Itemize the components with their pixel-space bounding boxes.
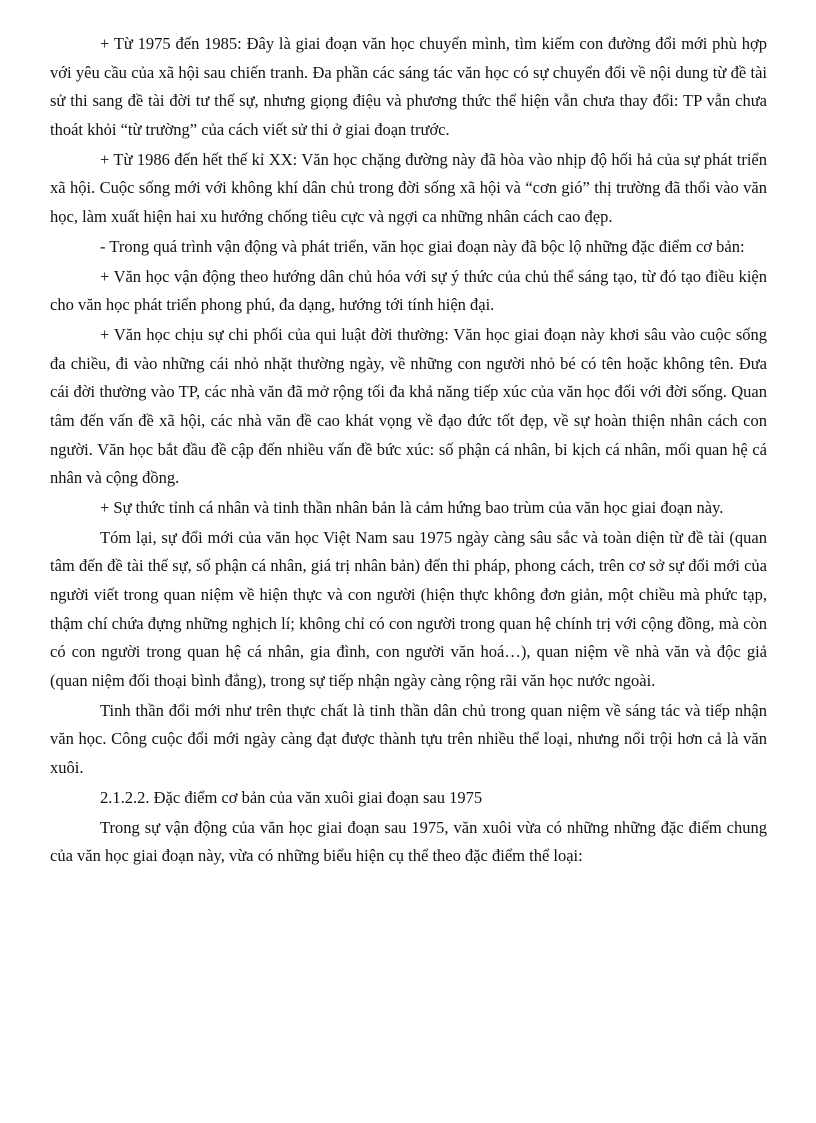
paragraph-democratization: + Văn học vận động theo hướng dân chủ hóa với sự ý thức của chủ thể sáng tạo, từ đó tạo điều kiện cho văn học phát triển phong phú, đa dạng, hướng tới tính hiện đại. [50, 266, 767, 315]
paragraph-individual-awakening: + Sự thức tỉnh cá nhân và tinh thần nhân bản là cảm hứng bao trùm của văn học giai đoạn này. [100, 497, 724, 517]
paragraph-summary: Tóm lại, sự đổi mới của văn học Việt Nam sau 1975 ngày càng sâu sắc và toàn diện từ đề tài (quan tâm đến đề tài thế sự, số phận cá nhân, giá trị nhân bản) đến thi pháp, phong cách, trên cơ sở sự đổi mới của người viết trong quan niệm về hiện thực và con người (hiện thực không đơn giản, một chiều mà phức tạp, thậm chí chứa đựng những nghịch lí; không chỉ có con người trong quan hệ chính trị với cộng đồng, mà còn có con người trong quan hệ cá nhân, gia đình, con người văn hoá…), quan niệm về nhà văn và độc giả (quan niệm đối thoại bình đẳng), trong sự tiếp nhận ngày càng rộng rãi văn học nước ngoài. [50, 527, 767, 690]
paragraph-prose-features: Trong sự vận động của văn học giai đoạn sau 1975, văn xuôi vừa có những những đặc điểm chung của văn học giai đoạn này, vừa có những biểu hiện cụ thể theo đặc điểm thể loại: [50, 817, 767, 866]
paragraph-everyday-life: + Văn học chịu sự chi phối của qui luật đời thường: Văn học giai đoạn này khơi sâu vào cuộc sống đa chiều, đi vào những cái nhỏ nhặt thường ngày, về những con người nhỏ bé có tên hoặc không tên. Đưa cái đời thường vào TP, các nhà văn đã mở rộng tối đa khả năng tiếp xúc của văn học đối với đời sống. Quan tâm đến vấn đề xã hội, các nhà văn đề cao khát vọng về đạo đức tốt đẹp, về sự hoàn thiện nhân cách con người. Văn học bắt đầu đề cập đến nhiều vấn đề bức xúc: số phận cá nhân, bi kịch cá nhân, mối quan hệ cá nhân và cộng đồng. [50, 325, 767, 488]
document-page [50, 30, 767, 872]
paragraph-1986-end-century: + Từ 1986 đến hết thế kỉ XX: Văn học chặng đường này đã hòa vào nhịp độ hối hả của sự phát triển xã hội. Cuộc sống mới với không khí dân chủ trong đời sống xã hội và “cơn gió” thị trường đã thổi vào văn học, làm xuất hiện hai xu hướng chống tiêu cực và ngợi ca những nhân cách cao đẹp. [50, 149, 767, 226]
section-heading-2-1-2-2: 2.1.2.2. Đặc điểm cơ bản của văn xuôi giai đoạn sau 1975 [100, 787, 483, 807]
paragraph-spirit-of-renewal: Tinh thần đổi mới như trên thực chất là tinh thần dân chủ trong quan niệm về sáng tác và tiếp nhận văn học. Công cuộc đổi mới ngày càng đạt được thành tựu trên nhiều thể loại, nhưng nổi trội hơn cả là văn xuôi. [50, 700, 767, 777]
paragraph-basic-features-intro: - Trong quá trình vận động và phát triển, văn học giai đoạn này đã bộc lộ những đặc điểm cơ bản: [100, 236, 745, 256]
paragraph-1975-1985: + Từ 1975 đến 1985: Đây là giai đoạn văn học chuyển mình, tìm kiếm con đường đổi mới phù hợp với yêu cầu của xã hội sau chiến tranh. Đa phần các sáng tác văn học có sự chuyển đổi về nội dung từ đề tài sử thi sang đề tài đời tư thế sự, nhưng giọng điệu và phương thức thể hiện vẫn chưa thay đổi: TP vẫn chưa thoát khỏi “từ trường” của cách viết sử thi ở giai đoạn trước. [50, 34, 767, 139]
